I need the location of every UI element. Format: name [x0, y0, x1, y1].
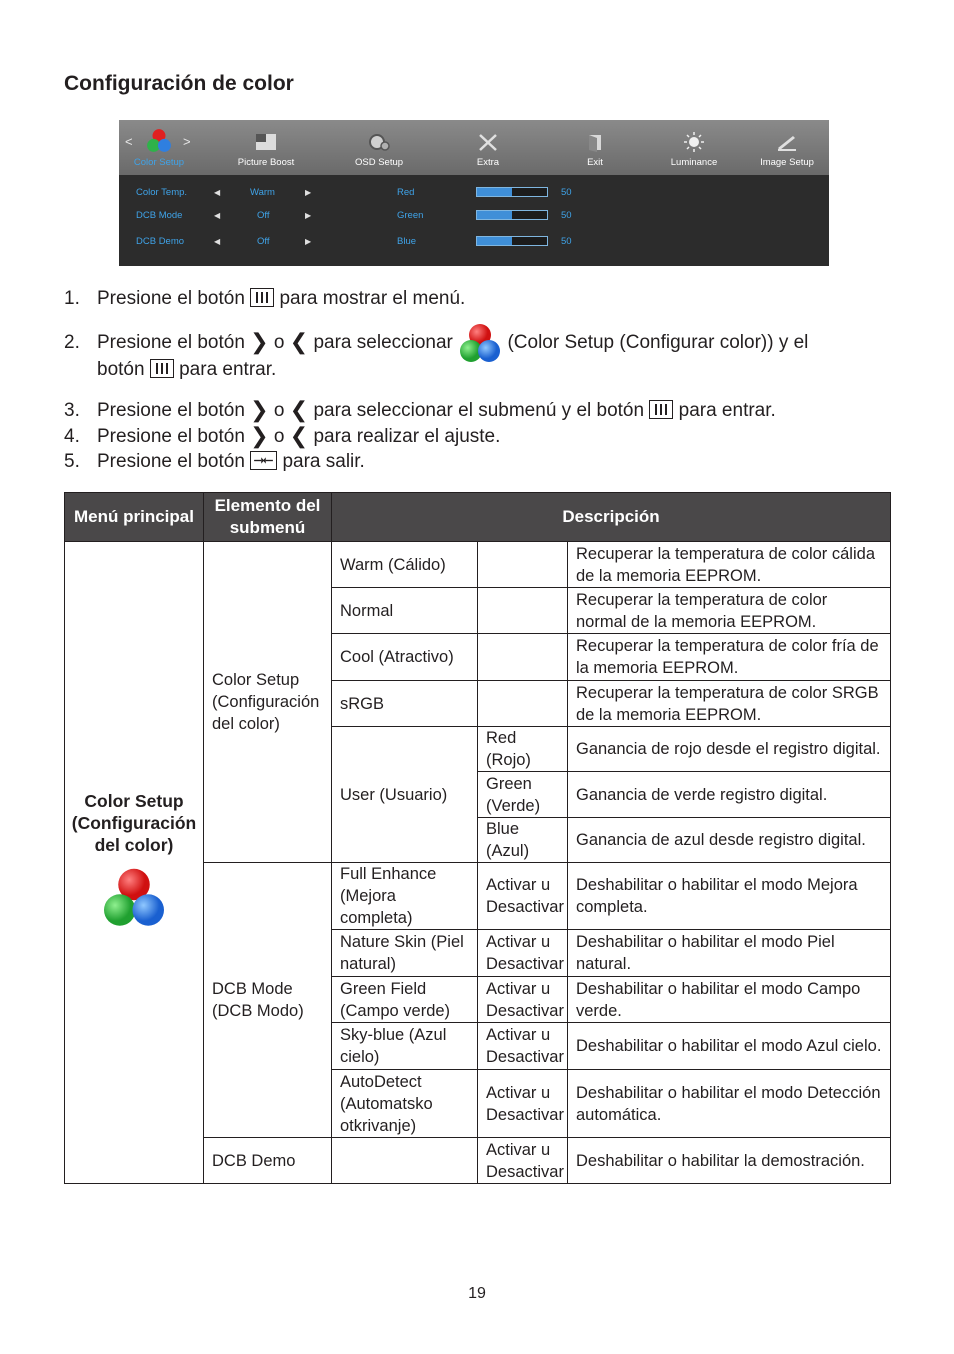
header-submenu: Elemento del submenú [204, 493, 332, 542]
osd-level: 50 [561, 187, 572, 198]
osd-row-value: Off [257, 236, 270, 247]
opt-green-field: Activar u Desactivar [478, 977, 568, 1023]
osd-right-triangle-icon: ▶ [305, 237, 312, 246]
osd-left-triangle-icon: ◀ [214, 211, 221, 220]
opt-nature-skin: Activar u Desactivar [478, 930, 568, 977]
osd-tab-exit: Exit [571, 120, 619, 175]
step-1: 1. Presione el botón para mostrar el menú. [64, 288, 466, 309]
menu-button-icon [250, 288, 274, 307]
desc-warm: Recuperar la temperatura de color cálida de la memoria EEPROM. [568, 542, 891, 588]
osd-tab-picture-boost: Picture Boost [227, 120, 305, 175]
opt-sky-blue: Activar u Desactivar [478, 1023, 568, 1070]
osd-setup-icon [367, 132, 391, 152]
osd-channel-label: Blue [397, 236, 417, 247]
desc-srgb: Recuperar la temperatura de color SRGB de la memoria EEPROM. [568, 681, 891, 727]
desc-red: Ganancia de rojo desde el registro digital. [568, 727, 891, 772]
step-5: 5. Presione el botón para salir. [64, 451, 365, 472]
osd-left-triangle-icon: ◀ [214, 237, 221, 246]
step-3: 3. Presione el botón ❯ o ❮ para seleccionar el submenú y el botón para entrar. [64, 397, 776, 422]
osd-level: 50 [561, 210, 572, 221]
desc-sky-blue: Deshabilitar o habilitar el modo Azul cielo. [568, 1023, 891, 1070]
osd-tab-color-setup: Color Setup [121, 120, 197, 175]
color-setup-icon [146, 128, 172, 152]
osd-channel-label: Red [397, 187, 415, 198]
submenu-color-setup: Color Setup (Configuración del color) [204, 542, 332, 863]
osd-row-value: Off [257, 210, 270, 221]
item-normal: Normal [332, 588, 478, 634]
item-autodetect: AutoDetect (Automatsko otkrivanje) [332, 1070, 478, 1138]
osd-level: 50 [561, 236, 572, 247]
submenu-dcb-demo: DCB Demo [204, 1138, 332, 1184]
page-number: 19 [468, 1285, 486, 1302]
menu-button-icon [649, 400, 673, 419]
desc-green: Ganancia de verde registro digital. [568, 772, 891, 818]
left-chevron-icon: ❮ [289, 397, 309, 422]
osd-slider-blue [476, 236, 548, 246]
step-2-continued: botón para entrar. [97, 359, 277, 380]
osd-left-triangle-icon: ◀ [214, 188, 221, 197]
color-setup-icon [101, 866, 167, 930]
osd-right-triangle-icon: ▶ [305, 211, 312, 220]
desc-autodetect: Deshabilitar o habilitar el modo Detección automática. [568, 1070, 891, 1138]
osd-slider-red [476, 187, 548, 197]
osd-tab-extra: Extra [459, 120, 517, 175]
osd-right-triangle-icon: ▶ [305, 188, 312, 197]
header-description: Descripción [332, 493, 891, 542]
item-green-field: Green Field (Campo verde) [332, 977, 478, 1023]
desc-cool: Recuperar la temperatura de color fría de la memoria EEPROM. [568, 634, 891, 681]
empty-cell [478, 681, 568, 727]
page-title: Configuración de color [64, 72, 294, 95]
desc-dcb-demo: Deshabilitar o habilitar la demostración. [568, 1138, 891, 1184]
extra-icon [476, 132, 500, 152]
osd-menu-image [119, 120, 829, 266]
desc-normal: Recuperar la temperatura de color normal de la memoria EEPROM. [568, 588, 891, 634]
header-main-menu: Menú principal [65, 493, 204, 542]
osd-row-label-dcb-demo: DCB Demo [136, 236, 185, 247]
empty-cell [478, 542, 568, 588]
opt-full-enhance: Activar u Desactivar [478, 863, 568, 930]
right-chevron-icon: ❯ [250, 329, 269, 354]
exit-button-icon [250, 451, 277, 470]
opt-green: Green (Verde) [478, 772, 568, 818]
item-warm: Warm (Cálido) [332, 542, 478, 588]
item-sky-blue: Sky-blue (Azul cielo) [332, 1023, 478, 1070]
right-chevron-icon: ❯ [250, 423, 269, 448]
osd-channel-label: Green [397, 210, 424, 221]
left-chevron-icon: ❮ [289, 423, 309, 448]
image-setup-icon [775, 132, 799, 152]
color-setup-icon [458, 323, 502, 363]
desc-green-field: Deshabilitar o habilitar el modo Campo verde. [568, 977, 891, 1023]
empty-cell [332, 1138, 478, 1184]
item-cool: Cool (Atractivo) [332, 634, 478, 681]
main-menu-cell: Color Setup (Configuración del color) [65, 542, 204, 1184]
osd-tab-luminance: Luminance [663, 120, 725, 175]
empty-cell [478, 634, 568, 681]
item-user: User (Usuario) [332, 727, 478, 863]
opt-red: Red (Rojo) [478, 727, 568, 772]
desc-nature-skin: Deshabilitar o habilitar el modo Piel natural. [568, 930, 891, 977]
item-nature-skin: Nature Skin (Piel natural) [332, 930, 478, 977]
empty-cell [478, 588, 568, 634]
exit-icon [583, 132, 607, 152]
settings-table [64, 492, 891, 1184]
right-chevron-icon: ❯ [250, 397, 269, 422]
opt-dcb-demo: Activar u Desactivar [478, 1138, 568, 1184]
osd-tab-image-setup: Image Setup [753, 120, 821, 175]
osd-slider-green [476, 210, 548, 220]
item-full-enhance: Full Enhance (Mejora completa) [332, 863, 478, 930]
submenu-dcb-mode: DCB Mode (DCB Modo) [204, 863, 332, 1138]
item-srgb: sRGB [332, 681, 478, 727]
left-chevron-icon: ❮ [289, 329, 309, 354]
opt-blue: Blue (Azul) [478, 818, 568, 863]
opt-autodetect: Activar u Desactivar [478, 1070, 568, 1138]
osd-left-arrow-icon: < [125, 134, 133, 149]
luminance-icon [682, 132, 706, 152]
desc-full-enhance: Deshabilitar o habilitar el modo Mejora completa. [568, 863, 891, 930]
picture-boost-icon [254, 132, 278, 152]
osd-row-value: Warm [250, 187, 275, 198]
step-2: 2. Presione el botón ❯ o ❮ para seleccionar (Color Setup (Configurar color)) y el [64, 323, 808, 363]
osd-row-label-dcb-mode: DCB Mode [136, 210, 183, 221]
menu-button-icon [150, 359, 174, 378]
desc-blue: Ganancia de azul desde registro digital. [568, 818, 891, 863]
step-4: 4. Presione el botón ❯ o ❮ para realizar el ajuste. [64, 423, 501, 448]
osd-tab-osd-setup: OSD Setup [341, 120, 417, 175]
osd-row-label-color-temp: Color Temp. [136, 187, 188, 198]
osd-right-arrow-icon: > [183, 134, 191, 149]
